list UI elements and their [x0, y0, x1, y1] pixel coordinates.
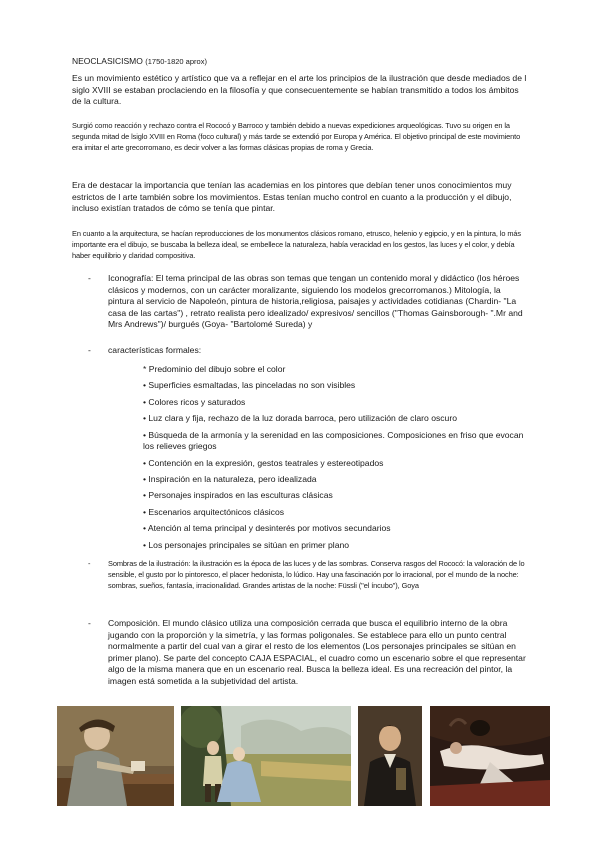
feature-item: • Inspiración en la naturaleza, pero idealizada — [143, 473, 317, 484]
feature-item: • Contención en la expresión, gestos teatrales y estereotipados — [143, 457, 384, 468]
title-dates: (1750-1820 aprox) — [145, 57, 207, 66]
dash-bullet: - — [88, 559, 91, 568]
intro-paragraph: Es un movimiento estético y artístico que va a reflejar en el arte los principios de la ilustración que desde mediados de l siglo XVIII se estaban proclaciendo en la filosofía y que consecuentemente se habían transmitido a todos los ámbitos de la cultura. — [72, 73, 527, 107]
gainsborough-painting — [181, 706, 351, 806]
feature-item: • Los personajes principales se sitúan en primer plano — [143, 539, 350, 550]
feature-item: • Luz clara y fija, rechazo de la luz dorada barroca, pero utilización de claro oscuro — [143, 413, 457, 424]
caracteristicas-text: características formales: — [108, 345, 202, 355]
academies-paragraph: Era de destacar la importancia que tenían las academias en los pintores que debían tener unos conocimientos muy estrictos de l arte también sobre los movimientos. Estas tenían mucho control en cuanto a la producción y el dibujo, incluso existían tratados de cómo se tenía que pintar. — [72, 180, 512, 214]
painting-reclining-figure-icon — [430, 706, 550, 806]
iconografia-text: Iconografía: El tema principal de las obras son temas que tengan un contenido moral y didáctico (los héroes clásicos y modernos, con un carácter moralizante, siguiendo los modelos grecorromanos.) Mitología, la pintura al servicio de Napoleón, pintura de historia,religiosa, paisajes y actividades cotidianas (Chardin- "La casa de las cartas") , retrato realista pero idealizado/ expresivos/ sencillos ("Thomas Gainsborough- ".Mr and Mrs Andrews")/ burgués (Goya- "Bartolomé Sureda) y — [108, 273, 523, 330]
sombras-text: Sombras de la ilustración: la ilustración es la época de las luces y de las sombras. Conserva rasgos del Rococó: la valoración de lo sensible, el gusto por lo pintoresco, el placer hedonista, lo lúdico. Hay una fascinación por lo irracional, por el mundo de la noche: sombras, sueños, fantasía, irracionalidad. Grandes artistas de la noche: Füssli ("el íncubo"), Goya — [108, 559, 525, 591]
chardin-painting — [57, 706, 174, 806]
painting-couple-landscape-icon — [181, 706, 351, 806]
page-title — [72, 56, 528, 68]
feature-item: • Colores ricos y saturados — [143, 396, 246, 407]
goya-portrait — [358, 706, 422, 806]
feature-item: * Predominio del dibujo sobre el color — [143, 364, 286, 374]
title-text: NEOCLASICISMO — [72, 56, 143, 66]
dash-bullet: - — [88, 618, 91, 628]
painting-figure-at-table-icon — [57, 706, 174, 806]
origin-paragraph: Surgió como reacción y rechazo contra el Rococó y Barroco y también debido a nuevas expediciones arqueológicas. Tuvo su origen en la segunda mitad de lsiglo XVIII en Roma (foco cultural) y más tarde se extendió por Europa y América. El objetivo principal de este movimiento era imitar el arte grecorromano, es decir volver a las formas clásicas propias de roma y Grecia. — [72, 121, 521, 153]
feature-item: • Superficies esmaltadas, las pinceladas no son visibles — [143, 380, 356, 391]
feature-item: • Búsqueda de la armonía y la serenidad en las composiciones. Composiciones en friso que evocan los relieves griegos — [143, 429, 524, 452]
feature-item: • Atención al tema principal y desinterés por motivos secundarios — [143, 523, 391, 534]
dash-bullet: - — [88, 273, 91, 283]
dash-bullet: - — [88, 345, 91, 355]
fussli-painting — [430, 706, 550, 806]
paintings-strip — [57, 706, 550, 806]
features-list — [143, 364, 528, 556]
composicion-text: Composición. El mundo clásico utiliza una composición cerrada que busca el equilibrio interno de la obra jugando con la proporción y la simetría, y las formas poligonales. Se establece para ello un punto central normalmente a partir del cual van a girar el resto de los elementos (Los personajes principales se sitúan en primer plano). Se parte del concepto CAJA ESPACIAL, el cuadro como un escenario sobre el que representar algo de la misma manera que en un escenario real. Busca la belleza ideal. Es una recreación del pintor, la imagen está sometida a la subjetividad del artista. — [108, 618, 526, 686]
painting-portrait-icon — [358, 706, 422, 806]
feature-item: • Escenarios arquitectónicos clásicos — [143, 506, 285, 517]
feature-item: • Personajes inspirados en las esculturas clásicas — [143, 490, 333, 501]
architecture-painting-paragraph: En cuanto a la arquitectura, se hacían reproducciones de los monumentos clásicos romano, etrusco, helenio y egipcio, y en la pintura, lo más importante era el dibujo, se buscaba la belleza ideal, se embellece la naturaleza, había veracidad en los gestos, las luces y el color, y debía haber equilibrio y claridad compositiva. — [72, 229, 521, 261]
